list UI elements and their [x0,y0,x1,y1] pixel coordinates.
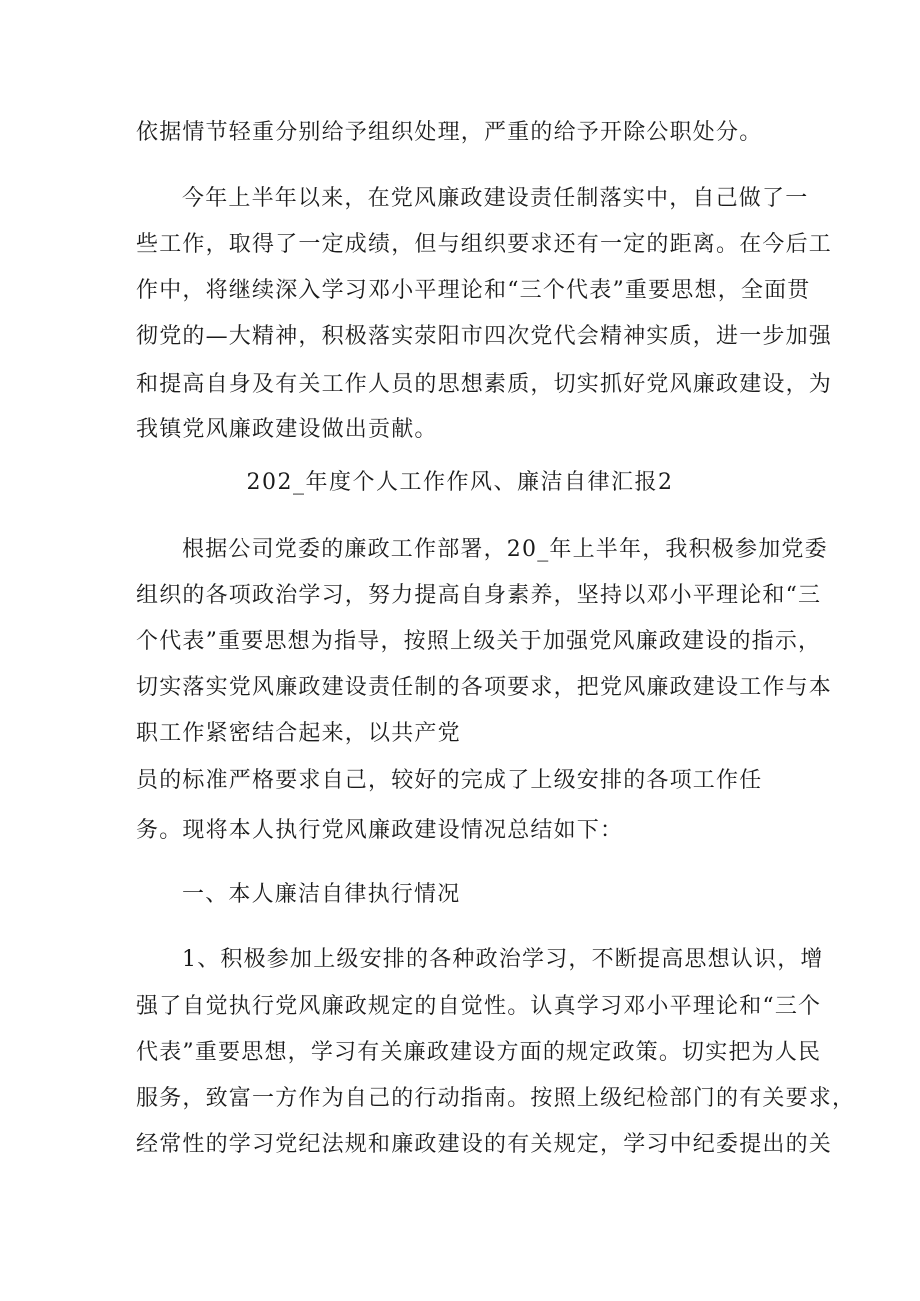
paragraph-3-line-3: 个代表”重要思想为指导，按照上级关于加强党风廉政建设的指示， [136,629,822,654]
paragraph-3-line-4: 切实落实党风廉政建设责任制的各项要求，把党风廉政建设工作与本 [136,675,833,700]
paragraph-2-line-4: 彻党的—大精神，积极落实荥阳市四次党代会精神实质，进一步加强 [136,324,833,349]
paragraph-2-line-1: 今年上半年以来，在党风廉政建设责任制落实中，自己做了一 [182,186,809,211]
paragraph-2-line-6: 我镇党风廉政建设做出贡献。 [136,417,438,442]
paragraph-3-line-1: 根据公司党委的廉政工作部署，20_年上半年，我积极参加党委 [182,537,828,562]
paragraph-3-line-2: 组织的各项政治学习，努力提高自身素养，坚持以邓小平理论和“三 [136,583,822,608]
paragraph-3-line-6: 员的标准严格要求自己，较好的完成了上级安排的各项工作任 [136,768,763,793]
paragraph-4-line-3: 代表”重要思想，学习有关廉政建设方面的规定政策。切实把为人民 [136,1040,822,1065]
paragraph-4-line-4: 服务，致富一方作为自己的行动指南。按照上级纪检部门的有关要求， [136,1086,856,1111]
paragraph-4-line-5: 经常性的学习党纪法规和廉政建设的有关规定，学习中纪委提出的关 [136,1132,833,1157]
paragraph-1-line-1: 依据情节轻重分别给予组织处理，严重的给予开除公职处分。 [136,120,763,145]
paragraph-4-line-1: 1、积极参加上级安排的各种政治学习，不断提高思想认识，增 [182,947,824,972]
paragraph-2-line-2: 些工作，取得了一定成绩，但与组织要求还有一定的距离。在今后工 [136,232,833,257]
paragraph-4-line-2: 强了自觉执行党风廉政规定的自觉性。认真学习邓小平理论和“三个 [136,994,822,1019]
paragraph-2-line-5: 和提高自身及有关工作人员的思想素质，切实抓好党风廉政建设，为 [136,372,833,397]
paragraph-3-line-7: 务。现将本人执行党风廉政建设情况总结如下： [136,818,624,843]
section-title: 202_年度个人工作作风、廉洁自律汇报2 [246,470,674,495]
heading-1: 一、本人廉洁自律执行情况 [182,882,461,907]
paragraph-3-line-5: 职工作紧密结合起来，以共产党 [136,721,461,746]
paragraph-2-line-3: 作中，将继续深入学习邓小平理论和“三个代表”重要思想，全面贯 [136,278,811,303]
